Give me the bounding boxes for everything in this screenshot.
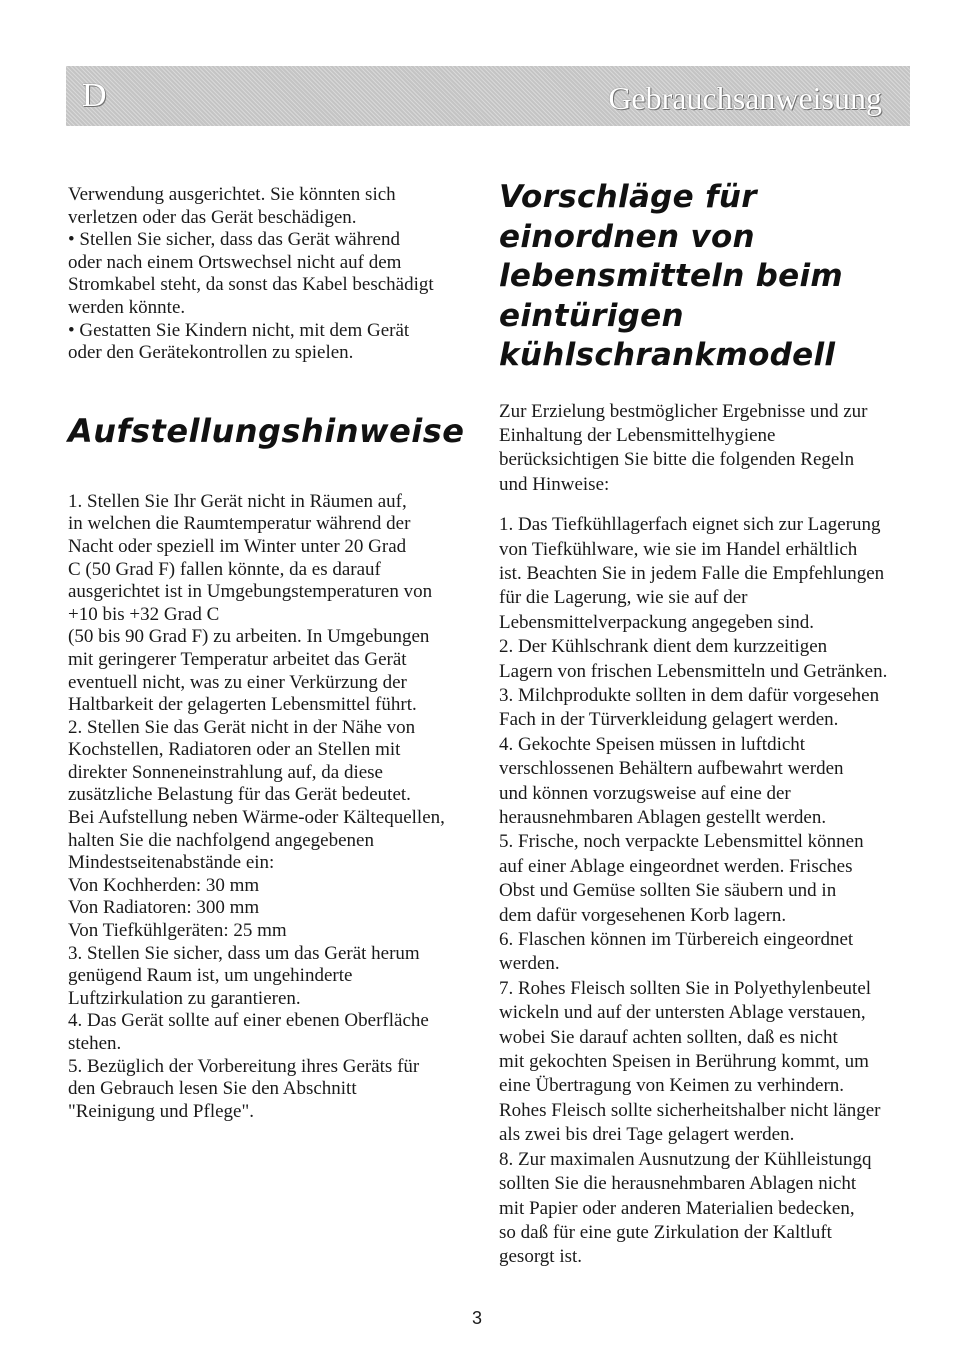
text-line: dem dafür vorgesehenen Korb lagern.: [499, 904, 787, 926]
text-line: 3. Milchprodukte sollten in dem dafür vorgesehen: [499, 684, 880, 706]
section-heading-installation: Aufstellungshinweise: [68, 411, 465, 450]
storage-rules: [499, 513, 919, 1270]
text-line: Von Radiatoren: 300 mm: [68, 897, 260, 919]
text-line: als zwei bis drei Tage gelagert werden.: [499, 1124, 795, 1146]
header-banner: [66, 66, 910, 126]
storage-intro: [499, 400, 919, 498]
text-line: herausnehmbaren Ablagen gestellt werden.: [499, 807, 827, 828]
text-line: 4. Gekochte Speisen müssen in luftdicht: [499, 733, 806, 755]
text-line: Bei Aufstellung neben Wärme-oder Kältequellen,: [68, 807, 445, 829]
text-line: Lagern von frischen Lebensmitteln und Getränken.: [499, 660, 888, 682]
text-line: den Gebrauch lesen Sie den Abschnitt: [68, 1078, 357, 1100]
text-line: "Reinigung und Pflege".: [68, 1100, 254, 1122]
text-line: 5. Frische, noch verpackte Lebensmittel können: [499, 831, 864, 853]
text-line: • Gestatten Sie Kindern nicht, mit dem Gerät: [68, 319, 410, 341]
text-line: 2. Der Kühlschrank dient dem kurzzeitigen: [499, 636, 828, 658]
text-line: Haltbarkeit der gelagerten Lebensmittel führt.: [68, 694, 417, 716]
heading-line: kühlschrankmodell: [499, 337, 836, 373]
text-line: 8. Zur maximalen Ausnutzung der Kühlleistungq: [499, 1148, 872, 1170]
text-line: in welchen die Raumtemperatur während der: [68, 513, 411, 535]
text-line: auf einer Ablage eingeordnet werden. Frisches: [499, 855, 853, 877]
text-line: Kochstellen, Radiatoren oder an Stellen mit: [68, 739, 401, 761]
text-line: werden könnte.: [68, 296, 186, 318]
text-line: Rohes Fleisch sollte sicherheitshalber nicht länger: [499, 1099, 881, 1121]
text-line: so daß für eine gute Zirkulation der Kaltluft: [499, 1221, 832, 1243]
text-line: 1. Das Tiefkühllagerfach eignet sich zur Lagerung: [499, 514, 881, 536]
text-line: Mindestseitenabstände ein:: [68, 852, 275, 874]
heading-line: lebensmitteln beim: [499, 258, 844, 294]
right-column: [499, 179, 919, 1270]
text-line: eine Übertragung von Keimen zu verhindern.: [499, 1075, 845, 1097]
text-line: Luftzirkulation zu garantieren.: [68, 987, 301, 1009]
text-line: wobei Sie darauf achten sollten, daß es nicht: [499, 1026, 838, 1048]
heading-line: einordnen von: [499, 218, 755, 255]
text-line: Einhaltung der Lebensmittelhygiene: [499, 424, 776, 446]
text-line: genügend Raum ist, um ungehinderte: [68, 965, 353, 987]
text-line: Obst und Gemüse sollten Sie säubern und in: [499, 880, 837, 902]
page-number: 3: [471, 1308, 482, 1328]
text-line: +10 bis +32 Grad C: [68, 603, 220, 625]
text-line: gesorgt ist.: [499, 1246, 583, 1268]
text-line: • Stellen Sie sicher, dass das Gerät während: [68, 229, 400, 251]
text-line: halten Sie die nachfolgend angegebenen: [68, 829, 374, 851]
text-line: 2. Stellen Sie das Gerät nicht in der Nähe von: [68, 716, 416, 738]
text-line: mit gekochten Speisen in Berührung kommt, um: [499, 1051, 869, 1073]
text-line: 3. Stellen Sie sicher, dass um das Gerät herum: [68, 942, 420, 964]
text-line: Fach in der Türverkleidung gelagert werden.: [499, 709, 839, 731]
document-title: Gebrauchsanweisung: [608, 80, 882, 116]
text-line: von Tiefkühlware, wie sie im Handel erhältlich: [499, 538, 858, 560]
text-line: stehen.: [68, 1033, 122, 1054]
text-line: 1. Stellen Sie Ihr Gerät nicht in Räumen auf,: [68, 490, 407, 512]
intro-text: [68, 184, 480, 365]
text-line: mit Papier oder anderen Materialien bedecken,: [499, 1197, 855, 1219]
text-line: direkter Sonneneinstrahlung auf, da diese: [68, 761, 383, 783]
text-line: Zur Erzielung bestmöglicher Ergebnisse und zur: [499, 400, 868, 422]
text-line: 4. Das Gerät sollte auf einer ebenen Oberfläche: [68, 1010, 429, 1032]
text-line: Von Kochherden: 30 mm: [68, 874, 260, 896]
text-line: ausgerichtet ist in Umgebungstemperaturen von: [68, 581, 433, 603]
text-line: oder den Gerätekontrollen zu spielen.: [68, 342, 354, 364]
text-line: C (50 Grad F) fallen könnte, da es darauf: [68, 558, 381, 580]
text-line: (50 bis 90 Grad F) zu arbeiten. In Umgebungen: [68, 626, 430, 648]
section-heading-storage: [499, 178, 919, 376]
text-line: Nacht oder speziell im Winter unter 20 Grad: [68, 535, 407, 557]
text-line: wickeln und auf der untersten Ablage verstauen,: [499, 1002, 866, 1024]
text-line: 6. Flaschen können im Türbereich eingeordnet: [499, 929, 854, 951]
text-line: verletzen oder das Gerät beschädigen.: [68, 206, 357, 228]
text-line: Von Tiefkühlgeräten: 25 mm: [68, 920, 287, 942]
text-line: eventuell nicht, was zu einer Verkürzung der: [68, 671, 407, 693]
text-line: mit geringerer Temperatur arbeitet das Gerät: [68, 648, 407, 670]
text-line: ist. Beachten Sie in jedem Falle die Empfehlungen: [499, 562, 885, 584]
text-line: 5. Bezüglich der Vorbereitung ihres Geräts für: [68, 1055, 420, 1077]
text-line: Verwendung ausgerichtet. Sie könnten sich: [68, 184, 396, 205]
language-code: D: [82, 77, 107, 114]
text-line: für die Lagerung, wie sie auf der: [499, 587, 748, 609]
text-line: verschlossenen Behältern aufbewahrt werden: [499, 758, 844, 780]
left-column: [68, 184, 480, 1123]
text-line: Stromkabel steht, da sonst das Kabel beschädigt: [68, 274, 434, 296]
text-line: zusätzliche Belastung für das Gerät bedeutet.: [68, 784, 411, 806]
text-line: sollten Sie die herausnehmbaren Ablagen nicht: [499, 1173, 857, 1195]
text-line: und können vorzugsweise auf eine der: [499, 782, 791, 804]
heading-line: Vorschläge für: [499, 179, 757, 215]
heading-line: eintürigen: [499, 297, 684, 334]
text-line: oder nach einem Ortswechsel nicht auf dem: [68, 251, 402, 273]
text-line: und Hinweise:: [499, 473, 610, 495]
text-line: berücksichtigen Sie bitte die folgenden Regeln: [499, 449, 855, 471]
text-line: Lebensmittelverpackung angegeben sind.: [499, 611, 814, 633]
text-line: werden.: [499, 953, 560, 975]
installation-text: [68, 491, 480, 1124]
text-line: 7. Rohes Fleisch sollten Sie in Polyethylenbeutel: [499, 977, 872, 999]
